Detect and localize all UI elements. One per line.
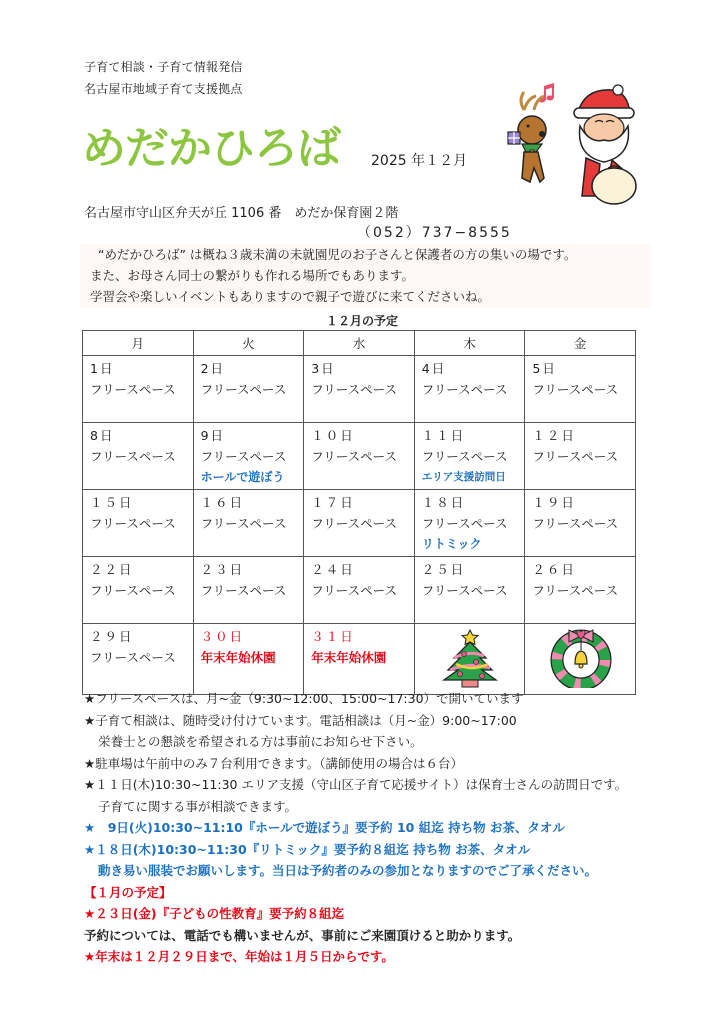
activity: フリースペース [532, 583, 619, 598]
activity: フリースペース [90, 382, 176, 397]
activity: フリースペース [421, 382, 508, 397]
calendar-cell [83, 624, 194, 695]
day-number: 2日 [200, 361, 226, 376]
page-title: めだかひろば [82, 123, 340, 174]
subhead-line-1: 子育て相談・子育て情報発信 [84, 60, 243, 74]
activity: フリースペース [311, 449, 397, 464]
activity: フリースペース [90, 449, 176, 464]
activity: フリースペース [200, 449, 287, 464]
activity: フリースペース [532, 382, 619, 397]
calendar-cell [193, 356, 304, 423]
calendar-cell [525, 624, 636, 695]
intro-line-2: また、お母さん同士の繋がりも作れる場所でもあります。 [90, 268, 415, 283]
day-number: 8日 [90, 428, 115, 443]
issue-date: 2025 年１２月 [371, 153, 468, 169]
activity: フリースペース [421, 449, 508, 464]
activity: フリースペース [200, 583, 287, 598]
calendar-week-5 [83, 624, 636, 695]
activity: フリースペース [311, 516, 397, 531]
calendar-cell [304, 490, 415, 557]
january-heading: 【１月の予定】 [84, 884, 172, 900]
calendar-cell [304, 557, 415, 624]
closed-label: 年末年始休園 [311, 650, 387, 665]
day-number: 4日 [421, 361, 447, 376]
intro-line-1: “めだかひろば” は概ね３歳未満の未就園児のお子さんと保護者の方の集いの場です。 [98, 247, 577, 262]
day-number: ２６日 [532, 562, 576, 577]
day-number: 5日 [532, 361, 557, 376]
calendar-cell [525, 490, 636, 557]
event-label: リトミック [421, 537, 482, 551]
day-number: １６日 [200, 495, 245, 510]
closed-label: 年末年始休園 [200, 650, 276, 665]
calendar-week-4 [83, 557, 636, 624]
day-number: 3日 [311, 361, 336, 376]
day-number: １７日 [311, 495, 355, 510]
activity: フリースペース [311, 583, 397, 598]
activity: フリースペース [311, 382, 397, 397]
day-number: １５日 [90, 495, 134, 510]
calendar-cell [83, 423, 194, 490]
subhead-line-2: 名古屋市地域子育て支援拠点 [84, 82, 243, 96]
december-calendar [82, 330, 636, 695]
calendar-cell [304, 624, 415, 695]
calendar-caption: １２月の予定 [325, 314, 398, 328]
calendar-cell [83, 557, 194, 624]
note-nutritionist: 栄養士との懇談を希望される方は事前にお知らせ下さい。 [98, 734, 423, 749]
calendar-week-3 [83, 490, 636, 557]
activity: フリースペース [421, 516, 508, 531]
weekday-header-row [83, 331, 636, 356]
day-number: 9日 [200, 428, 226, 443]
day-number: ３０日 [200, 629, 245, 644]
day-number: ２９日 [90, 629, 134, 644]
weekday-tue: 火 [193, 331, 304, 356]
day-number: ２２日 [90, 562, 134, 577]
phone-number: （052）737−8555 [357, 225, 512, 241]
calendar-cell [414, 356, 525, 423]
note-area-support-2: 子育てに関する事が相談できます。 [98, 798, 298, 814]
weekday-wed: 水 [304, 331, 415, 356]
note-reservation: 予約については、電話でも構いませんが、事前にご来園頂けると助かります。 [84, 927, 521, 943]
day-number: ２５日 [421, 562, 466, 577]
note-holiday: ★年末は１２月２９日まで、年始は１月５日からです。 [84, 949, 394, 964]
calendar-cell [414, 624, 525, 695]
note-january-event: ★２３日(金)『子どもの性教育』要予約８組迄 [84, 906, 345, 921]
day-number: １８日 [421, 495, 466, 510]
day-number: ２３日 [200, 562, 245, 577]
event-label: ホールで遊ぼう [200, 470, 285, 484]
calendar-cell [414, 423, 525, 490]
calendar-cell [304, 423, 415, 490]
calendar-cell [193, 423, 304, 490]
activity: フリースペース [421, 583, 508, 598]
intro-line-3: 学習会や楽しいイベントもありますので親子で遊びに来てくださいね。 [90, 289, 491, 304]
event-label: エリア支援訪問日 [421, 471, 506, 483]
calendar-week-2 [83, 423, 636, 490]
activity: フリースペース [532, 449, 619, 464]
activity: フリースペース [532, 516, 619, 531]
address: 名古屋市守山区弁天が丘 1106 番 めだか保育園２階 [84, 206, 399, 221]
calendar-cell [304, 356, 415, 423]
christmas-tree-icon [438, 626, 502, 688]
note-free-space-hours: ★フリースペースは、月~金（9:30~12:00、15:00~17:30）で開いています [84, 691, 524, 706]
activity: フリースペース [200, 382, 287, 397]
christmas-wreath-icon [549, 626, 613, 688]
intro-box [80, 244, 650, 308]
activity: フリースペース [90, 516, 176, 531]
notes-section [84, 688, 704, 968]
day-number: １９日 [532, 495, 576, 510]
note-area-support: ★１１日(木)10:30~11:30 エリア支援（守山区子育て応援サイト）は保育士さんの訪問日です。 [84, 777, 628, 792]
note-parking: ★駐車場は午前中のみ７台利用できます。（講師使用の場合は６台） [84, 755, 463, 771]
weekday-thu: 木 [414, 331, 525, 356]
note-consultation: ★子育て相談は、随時受け付けています。電話相談は（月~金）9:00~17:00 [84, 712, 517, 728]
day-number: 1日 [90, 361, 115, 376]
calendar-week-1 [83, 356, 636, 423]
calendar-cell [414, 557, 525, 624]
calendar-cell [525, 356, 636, 423]
calendar-cell [83, 356, 194, 423]
activity: フリースペース [90, 650, 176, 665]
day-number: ３１日 [311, 629, 355, 644]
weekday-fri: 金 [525, 331, 636, 356]
calendar-cell [414, 490, 525, 557]
calendar-cell [83, 490, 194, 557]
calendar-cell [193, 557, 304, 624]
calendar-cell [193, 624, 304, 695]
calendar-cell [525, 423, 636, 490]
activity: フリースペース [90, 583, 176, 598]
note-event-hall: ★ 9日(火)10:30~11:10『ホールで遊ぼう』要予約 10 組迄 持ち物 お茶、タオル [84, 820, 565, 835]
day-number: ２４日 [311, 562, 355, 577]
day-number: １０日 [311, 428, 355, 443]
santa-reindeer-illustration [500, 78, 650, 208]
calendar-cell [193, 490, 304, 557]
note-event-rhythmic: ★１８日(木)10:30~11:30『リトミック』要予約８組迄 持ち物 お茶、タオル [84, 841, 531, 857]
activity: フリースペース [200, 516, 287, 531]
day-number: １２日 [532, 428, 576, 443]
day-number: １１日 [421, 428, 466, 443]
weekday-mon: 月 [83, 331, 194, 356]
calendar-cell [525, 557, 636, 624]
note-event-instructions: 動き易い服装でお願いします。当日は予約者のみの参加となりますのでご了承ください。 [98, 863, 598, 878]
